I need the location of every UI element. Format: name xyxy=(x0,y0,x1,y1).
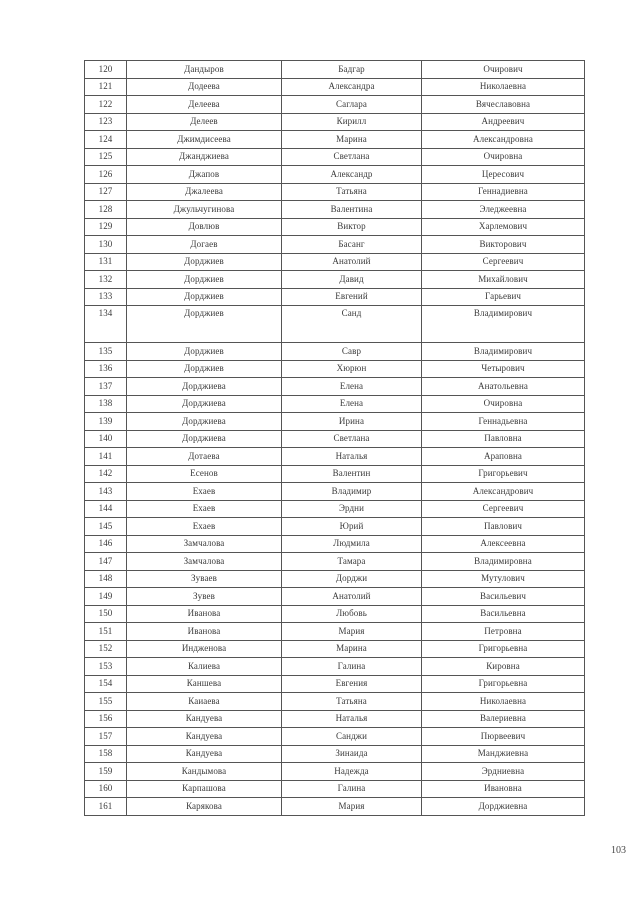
table-row xyxy=(85,570,585,588)
first-name-cell: Галина xyxy=(282,780,422,798)
patronymic-cell: Васильевна xyxy=(422,605,585,623)
table-row xyxy=(85,343,585,361)
row-number-cell: 148 xyxy=(85,570,127,588)
last-name-cell: Дорджиев xyxy=(127,253,282,271)
row-number-cell: 132 xyxy=(85,271,127,289)
last-name-cell: Карпашова xyxy=(127,780,282,798)
row-number-cell: 121 xyxy=(85,78,127,96)
row-number-cell: 158 xyxy=(85,745,127,763)
patronymic-cell: Эрдниевна xyxy=(422,763,585,781)
row-number-cell: 155 xyxy=(85,693,127,711)
table-row xyxy=(85,535,585,553)
patronymic-cell: Павлович xyxy=(422,518,585,536)
table-row xyxy=(85,798,585,816)
table-row xyxy=(85,148,585,166)
patronymic-cell: Александровна xyxy=(422,131,585,149)
table-row xyxy=(85,623,585,641)
first-name-cell: Зинаида xyxy=(282,745,422,763)
first-name-cell: Наталья xyxy=(282,448,422,466)
first-name-cell: Александра xyxy=(282,78,422,96)
first-name-cell: Наталья xyxy=(282,710,422,728)
last-name-cell: Индженова xyxy=(127,640,282,658)
row-number-cell: 143 xyxy=(85,483,127,501)
patronymic-cell: Васильевич xyxy=(422,588,585,606)
table-row xyxy=(85,395,585,413)
table-row xyxy=(85,201,585,219)
last-name-cell: Делеева xyxy=(127,96,282,114)
first-name-cell: Евгений xyxy=(282,288,422,306)
first-name-cell: Виктор xyxy=(282,218,422,236)
patronymic-cell: Анатольевна xyxy=(422,378,585,396)
row-number-cell: 133 xyxy=(85,288,127,306)
table-row xyxy=(85,218,585,236)
row-number-cell: 124 xyxy=(85,131,127,149)
row-number-cell: 139 xyxy=(85,413,127,431)
patronymic-cell: Николаевна xyxy=(422,78,585,96)
table-row xyxy=(85,378,585,396)
table-row xyxy=(85,236,585,254)
row-number-cell: 151 xyxy=(85,623,127,641)
last-name-cell: Ехаев xyxy=(127,518,282,536)
table-row xyxy=(85,253,585,271)
table-row xyxy=(85,360,585,378)
first-name-cell: Евгения xyxy=(282,675,422,693)
first-name-cell: Кирилл xyxy=(282,113,422,131)
last-name-cell: Зуваев xyxy=(127,570,282,588)
patronymic-cell: Кировна xyxy=(422,658,585,676)
first-name-cell: Любовь xyxy=(282,605,422,623)
patronymic-cell: Ивановна xyxy=(422,780,585,798)
table-row xyxy=(85,553,585,571)
patronymic-cell: Петровна xyxy=(422,623,585,641)
last-name-cell: Замчалова xyxy=(127,553,282,571)
row-number-cell: 130 xyxy=(85,236,127,254)
row-number-cell: 161 xyxy=(85,798,127,816)
patronymic-cell: Геннадиевна xyxy=(422,183,585,201)
last-name-cell: Замчалова xyxy=(127,535,282,553)
first-name-cell: Галина xyxy=(282,658,422,676)
patronymic-cell: Николаевна xyxy=(422,693,585,711)
row-number-cell: 160 xyxy=(85,780,127,798)
first-name-cell: Эрдни xyxy=(282,500,422,518)
table-row xyxy=(85,605,585,623)
last-name-cell: Дорджиев xyxy=(127,343,282,361)
table-row xyxy=(85,131,585,149)
first-name-cell: Мария xyxy=(282,798,422,816)
first-name-cell: Надежда xyxy=(282,763,422,781)
row-number-cell: 140 xyxy=(85,430,127,448)
table-body xyxy=(85,61,585,816)
patronymic-cell: Григорьевич xyxy=(422,465,585,483)
last-name-cell: Иванова xyxy=(127,605,282,623)
first-name-cell: Савр xyxy=(282,343,422,361)
table-row xyxy=(85,518,585,536)
first-name-cell: Мария xyxy=(282,623,422,641)
first-name-cell: Санд xyxy=(282,306,422,343)
last-name-cell: Ехаев xyxy=(127,500,282,518)
patronymic-cell: Алексеевна xyxy=(422,535,585,553)
first-name-cell: Владимир xyxy=(282,483,422,501)
last-name-cell: Каиаева xyxy=(127,693,282,711)
row-number-cell: 141 xyxy=(85,448,127,466)
table-row xyxy=(85,658,585,676)
row-number-cell: 159 xyxy=(85,763,127,781)
table-row xyxy=(85,271,585,289)
last-name-cell: Есенов xyxy=(127,465,282,483)
table-row xyxy=(85,483,585,501)
last-name-cell: Дорджиева xyxy=(127,413,282,431)
patronymic-cell: Араповна xyxy=(422,448,585,466)
row-number-cell: 146 xyxy=(85,535,127,553)
patronymic-cell: Григорьевна xyxy=(422,640,585,658)
row-number-cell: 145 xyxy=(85,518,127,536)
table-row xyxy=(85,675,585,693)
first-name-cell: Татьяна xyxy=(282,693,422,711)
first-name-cell: Санджи xyxy=(282,728,422,746)
last-name-cell: Джанджиева xyxy=(127,148,282,166)
table-row xyxy=(85,166,585,184)
first-name-cell: Людмила xyxy=(282,535,422,553)
table-row xyxy=(85,448,585,466)
table-row xyxy=(85,183,585,201)
patronymic-cell: Григорьевна xyxy=(422,675,585,693)
first-name-cell: Юрий xyxy=(282,518,422,536)
row-number-cell: 135 xyxy=(85,343,127,361)
table-row xyxy=(85,640,585,658)
row-number-cell: 126 xyxy=(85,166,127,184)
last-name-cell: Дорджиев xyxy=(127,360,282,378)
row-number-cell: 154 xyxy=(85,675,127,693)
first-name-cell: Елена xyxy=(282,395,422,413)
table-row xyxy=(85,500,585,518)
row-number-cell: 149 xyxy=(85,588,127,606)
row-number-cell: 144 xyxy=(85,500,127,518)
first-name-cell: Валентина xyxy=(282,201,422,219)
first-name-cell: Светлана xyxy=(282,148,422,166)
last-name-cell: Дорджиева xyxy=(127,378,282,396)
first-name-cell: Анатолий xyxy=(282,588,422,606)
patronymic-cell: Очировна xyxy=(422,148,585,166)
last-name-cell: Довлюв xyxy=(127,218,282,236)
patronymic-cell: Мутулович xyxy=(422,570,585,588)
last-name-cell: Джапов xyxy=(127,166,282,184)
table-row xyxy=(85,306,585,343)
first-name-cell: Тамара xyxy=(282,553,422,571)
row-number-cell: 127 xyxy=(85,183,127,201)
first-name-cell: Давид xyxy=(282,271,422,289)
last-name-cell: Дорджиева xyxy=(127,395,282,413)
patronymic-cell: Очирович xyxy=(422,61,585,79)
patronymic-cell: Четырович xyxy=(422,360,585,378)
first-name-cell: Александр xyxy=(282,166,422,184)
patronymic-cell: Владимирович xyxy=(422,306,585,343)
row-number-cell: 125 xyxy=(85,148,127,166)
last-name-cell: Зувев xyxy=(127,588,282,606)
table-row xyxy=(85,61,585,79)
patronymic-cell: Андреевич xyxy=(422,113,585,131)
names-table xyxy=(84,60,585,816)
last-name-cell: Иванова xyxy=(127,623,282,641)
patronymic-cell: Вячеславовна xyxy=(422,96,585,114)
row-number-cell: 134 xyxy=(85,306,127,343)
patronymic-cell: Манджиевна xyxy=(422,745,585,763)
last-name-cell: Каншева xyxy=(127,675,282,693)
patronymic-cell: Владимирович xyxy=(422,343,585,361)
table-row xyxy=(85,413,585,431)
table-row xyxy=(85,288,585,306)
last-name-cell: Джульчугинова xyxy=(127,201,282,219)
row-number-cell: 137 xyxy=(85,378,127,396)
row-number-cell: 138 xyxy=(85,395,127,413)
first-name-cell: Саглара xyxy=(282,96,422,114)
last-name-cell: Дорджиев xyxy=(127,306,282,343)
last-name-cell: Кандуева xyxy=(127,745,282,763)
patronymic-cell: Сергеевич xyxy=(422,253,585,271)
first-name-cell: Дорджи xyxy=(282,570,422,588)
first-name-cell: Хюрюн xyxy=(282,360,422,378)
last-name-cell: Додеева xyxy=(127,78,282,96)
first-name-cell: Светлана xyxy=(282,430,422,448)
patronymic-cell: Сергеевич xyxy=(422,500,585,518)
row-number-cell: 128 xyxy=(85,201,127,219)
row-number-cell: 147 xyxy=(85,553,127,571)
table-row xyxy=(85,693,585,711)
table-row xyxy=(85,96,585,114)
last-name-cell: Кандымова xyxy=(127,763,282,781)
last-name-cell: Кандуева xyxy=(127,728,282,746)
row-number-cell: 136 xyxy=(85,360,127,378)
table-row xyxy=(85,113,585,131)
patronymic-cell: Павловна xyxy=(422,430,585,448)
row-number-cell: 123 xyxy=(85,113,127,131)
patronymic-cell: Викторович xyxy=(422,236,585,254)
table-row xyxy=(85,78,585,96)
row-number-cell: 120 xyxy=(85,61,127,79)
first-name-cell: Марина xyxy=(282,640,422,658)
row-number-cell: 129 xyxy=(85,218,127,236)
row-number-cell: 122 xyxy=(85,96,127,114)
last-name-cell: Ехаев xyxy=(127,483,282,501)
last-name-cell: Дотаева xyxy=(127,448,282,466)
last-name-cell: Калиева xyxy=(127,658,282,676)
table-row xyxy=(85,745,585,763)
table-row xyxy=(85,763,585,781)
patronymic-cell: Харлемович xyxy=(422,218,585,236)
first-name-cell: Валентин xyxy=(282,465,422,483)
row-number-cell: 142 xyxy=(85,465,127,483)
table-row xyxy=(85,728,585,746)
row-number-cell: 157 xyxy=(85,728,127,746)
last-name-cell: Догаев xyxy=(127,236,282,254)
first-name-cell: Басанг xyxy=(282,236,422,254)
last-name-cell: Дорджиев xyxy=(127,271,282,289)
table-row xyxy=(85,710,585,728)
last-name-cell: Карякова xyxy=(127,798,282,816)
table-row xyxy=(85,588,585,606)
patronymic-cell: Гарьевич xyxy=(422,288,585,306)
row-number-cell: 150 xyxy=(85,605,127,623)
first-name-cell: Анатолий xyxy=(282,253,422,271)
patronymic-cell: Цересович xyxy=(422,166,585,184)
patronymic-cell: Владимировна xyxy=(422,553,585,571)
patronymic-cell: Дорджиевна xyxy=(422,798,585,816)
table-row xyxy=(85,780,585,798)
first-name-cell: Татьяна xyxy=(282,183,422,201)
first-name-cell: Марина xyxy=(282,131,422,149)
last-name-cell: Дандыров xyxy=(127,61,282,79)
row-number-cell: 153 xyxy=(85,658,127,676)
last-name-cell: Джалеева xyxy=(127,183,282,201)
table-row xyxy=(85,465,585,483)
page-number: 103 xyxy=(611,845,626,856)
last-name-cell: Делеев xyxy=(127,113,282,131)
last-name-cell: Кандуева xyxy=(127,710,282,728)
patronymic-cell: Геннадьевна xyxy=(422,413,585,431)
patronymic-cell: Эледжеевна xyxy=(422,201,585,219)
first-name-cell: Ирина xyxy=(282,413,422,431)
row-number-cell: 131 xyxy=(85,253,127,271)
last-name-cell: Дорджиева xyxy=(127,430,282,448)
row-number-cell: 152 xyxy=(85,640,127,658)
patronymic-cell: Пюрвеевич xyxy=(422,728,585,746)
patronymic-cell: Очировна xyxy=(422,395,585,413)
patronymic-cell: Александрович xyxy=(422,483,585,501)
first-name-cell: Бадгар xyxy=(282,61,422,79)
row-number-cell: 156 xyxy=(85,710,127,728)
first-name-cell: Елена xyxy=(282,378,422,396)
last-name-cell: Дорджиев xyxy=(127,288,282,306)
last-name-cell: Джимдисеева xyxy=(127,131,282,149)
patronymic-cell: Михайлович xyxy=(422,271,585,289)
patronymic-cell: Валериевна xyxy=(422,710,585,728)
table-row xyxy=(85,430,585,448)
